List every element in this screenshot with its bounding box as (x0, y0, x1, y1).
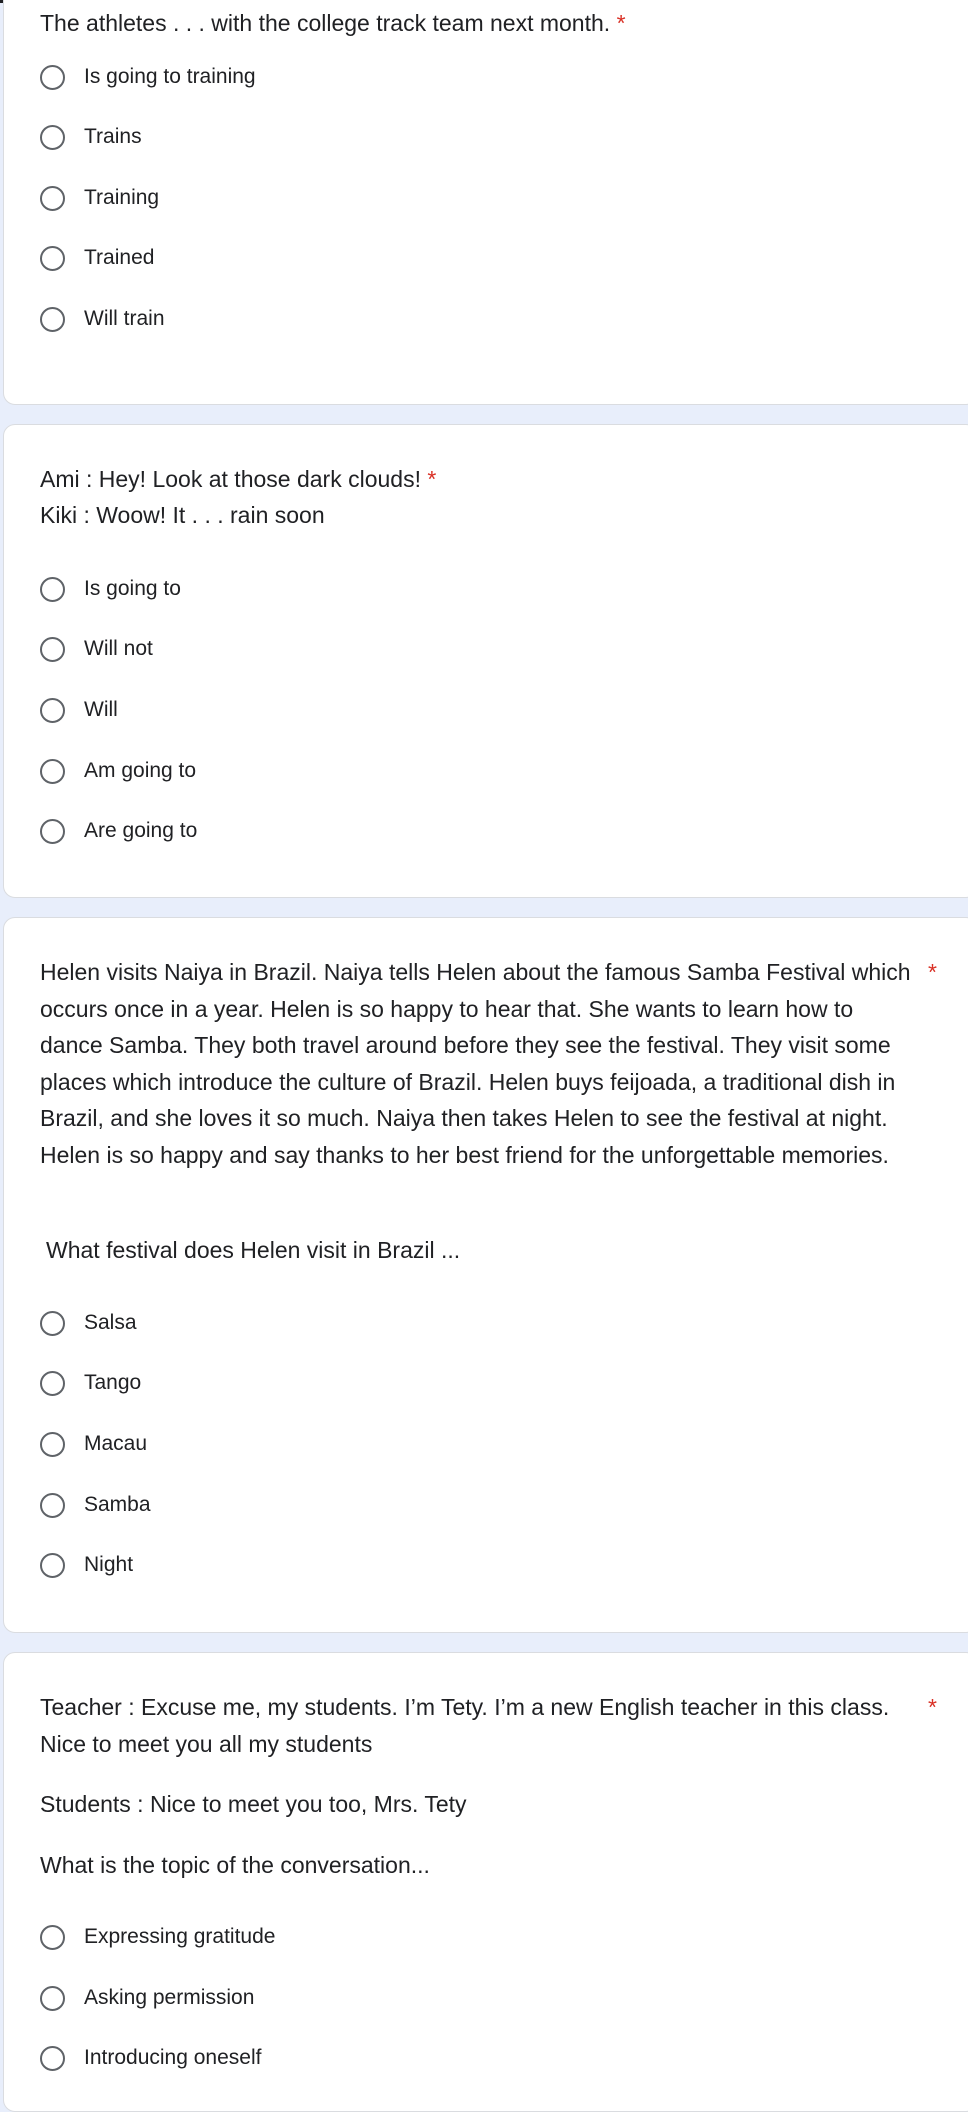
question-passage: Helen visits Naiya in Brazil. Naiya tells Helen about the famous Samba Festival which occurs once in a year. Helen is so happy to hear that. She wants to learn how to dance Samba. They both travel around before they see the festival. They visit some places which introduce the culture of Brazil. Helen buys feijoada, a traditional dish in Brazil, and she loves it so much. Naiya then takes Helen to see the festival at night. Helen is so happy and say thanks to her best friend for the unforgettable memories. (40, 959, 911, 1168)
option-radio[interactable] (40, 693, 118, 727)
option-radio[interactable] (40, 572, 181, 606)
option-radio[interactable] (40, 1427, 147, 1461)
radio-circle-icon[interactable] (40, 1493, 65, 1518)
radio-circle-icon[interactable] (40, 1925, 65, 1950)
option-radio[interactable] (40, 1981, 254, 2015)
option-label: Is going to (84, 577, 181, 600)
radio-circle-icon[interactable] (40, 307, 65, 332)
option-radio[interactable] (40, 241, 154, 275)
option-label: Night (84, 1553, 134, 1576)
radio-circle-icon[interactable] (40, 1311, 65, 1336)
radio-circle-icon[interactable] (40, 577, 65, 602)
option-radio[interactable] (40, 1306, 137, 1340)
option-radio[interactable] (40, 1920, 275, 1954)
option-label: Tango (84, 1371, 142, 1394)
required-asterisk: * (928, 1694, 937, 1720)
radio-circle-icon[interactable] (40, 698, 65, 723)
option-label: Macau (84, 1432, 148, 1455)
option-label: Introducing oneself (84, 2046, 262, 2069)
radio-circle-icon[interactable] (40, 186, 65, 211)
option-radio[interactable] (40, 1548, 133, 1582)
option-label: Expressing gratitude (84, 1925, 276, 1948)
option-label: Asking permission (84, 1986, 255, 2009)
option-radio[interactable] (40, 302, 165, 336)
radio-circle-icon[interactable] (40, 637, 65, 662)
option-label: Am going to (84, 759, 197, 782)
students-dialogue: Students : Nice to meet you too, Mrs. Tety (40, 1791, 467, 1817)
option-label: Training (84, 186, 160, 209)
radio-circle-icon[interactable] (40, 1432, 65, 1457)
radio-circle-icon[interactable] (40, 1986, 65, 2011)
option-radio[interactable] (40, 60, 256, 94)
radio-circle-icon[interactable] (40, 246, 65, 271)
option-radio[interactable] (40, 632, 153, 666)
option-label: Will (84, 698, 118, 721)
option-radio[interactable] (40, 120, 142, 154)
radio-circle-icon[interactable] (40, 819, 65, 844)
required-asterisk: * (616, 10, 626, 36)
option-radio[interactable] (40, 1488, 151, 1522)
question-subtitle: Kiki : Woow! It . . . rain soon (40, 502, 325, 528)
question-card-2 (3, 424, 968, 898)
option-label: Will train (84, 307, 165, 330)
question-card-1 (3, 0, 968, 405)
option-label: Samba (84, 1493, 151, 1516)
question-prompt: What festival does Helen visit in Brazil ... (46, 1237, 461, 1263)
question-card-3 (3, 917, 968, 1633)
option-label: Trains (84, 125, 142, 148)
radio-circle-icon[interactable] (40, 65, 65, 90)
option-label: Are going to (84, 819, 198, 842)
question-card-4 (3, 1652, 968, 2112)
option-radio[interactable] (40, 181, 159, 215)
option-label: Is going to training (84, 65, 256, 88)
option-radio[interactable] (40, 814, 197, 848)
teacher-dialogue: Teacher : Excuse me, my students. I’m Tety. I’m a new English teacher in this class. Nice to meet you all my students (40, 1694, 890, 1757)
radio-circle-icon[interactable] (40, 1553, 65, 1578)
option-label: Salsa (84, 1311, 137, 1334)
radio-circle-icon[interactable] (40, 759, 65, 784)
option-label: Will not (84, 637, 153, 660)
option-radio[interactable] (40, 1366, 141, 1400)
question-title: The athletes . . . with the college track team next month. * (40, 10, 626, 36)
radio-circle-icon[interactable] (40, 125, 65, 150)
radio-circle-icon[interactable] (40, 2046, 65, 2071)
question-title: Ami : Hey! Look at those dark clouds! * (40, 466, 437, 492)
option-radio[interactable] (40, 754, 196, 788)
option-label: Trained (84, 246, 155, 269)
radio-circle-icon[interactable] (40, 1371, 65, 1396)
required-asterisk: * (928, 959, 937, 985)
question-prompt: What is the topic of the conversation... (40, 1852, 430, 1878)
required-asterisk: * (427, 466, 437, 492)
